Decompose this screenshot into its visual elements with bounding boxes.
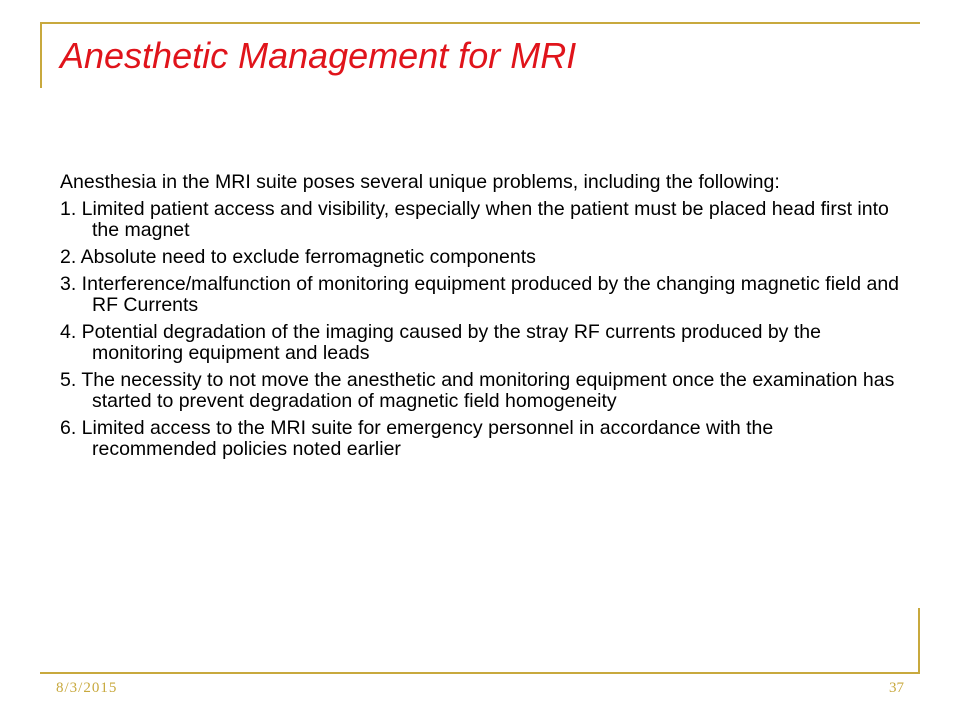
list-item: 3. Interference/malfunction of monitoring equipment produced by the changing magnetic field and RF Currents	[60, 273, 900, 316]
slide-body	[60, 172, 900, 466]
list-item: 1. Limited patient access and visibility, especially when the patient must be placed head first into the magnet	[60, 198, 889, 241]
frame-left-line	[40, 22, 42, 88]
slide-title: Anesthetic Management for MRI	[60, 35, 577, 76]
list-item: 2. Absolute need to exclude ferromagnetic components	[60, 246, 536, 268]
list-item: 5. The necessity to not move the anesthetic and monitoring equipment once the examination has started to prevent degradation of magnetic field homogeneity	[60, 369, 895, 412]
intro-paragraph: Anesthesia in the MRI suite poses several unique problems, including the following:	[60, 171, 780, 193]
footer-date: 8/3/2015	[56, 680, 118, 696]
list-item: 4. Potential degradation of the imaging caused by the stray RF currents produced by the monitoring equipment and leads	[60, 321, 821, 364]
frame-right-line	[918, 608, 920, 674]
list-item: 6. Limited access to the MRI suite for emergency personnel in accordance with the recommended policies noted earlier	[60, 417, 774, 460]
frame-bottom-line	[40, 672, 920, 674]
frame-top-line	[40, 22, 920, 24]
page-number: 37	[889, 680, 904, 696]
